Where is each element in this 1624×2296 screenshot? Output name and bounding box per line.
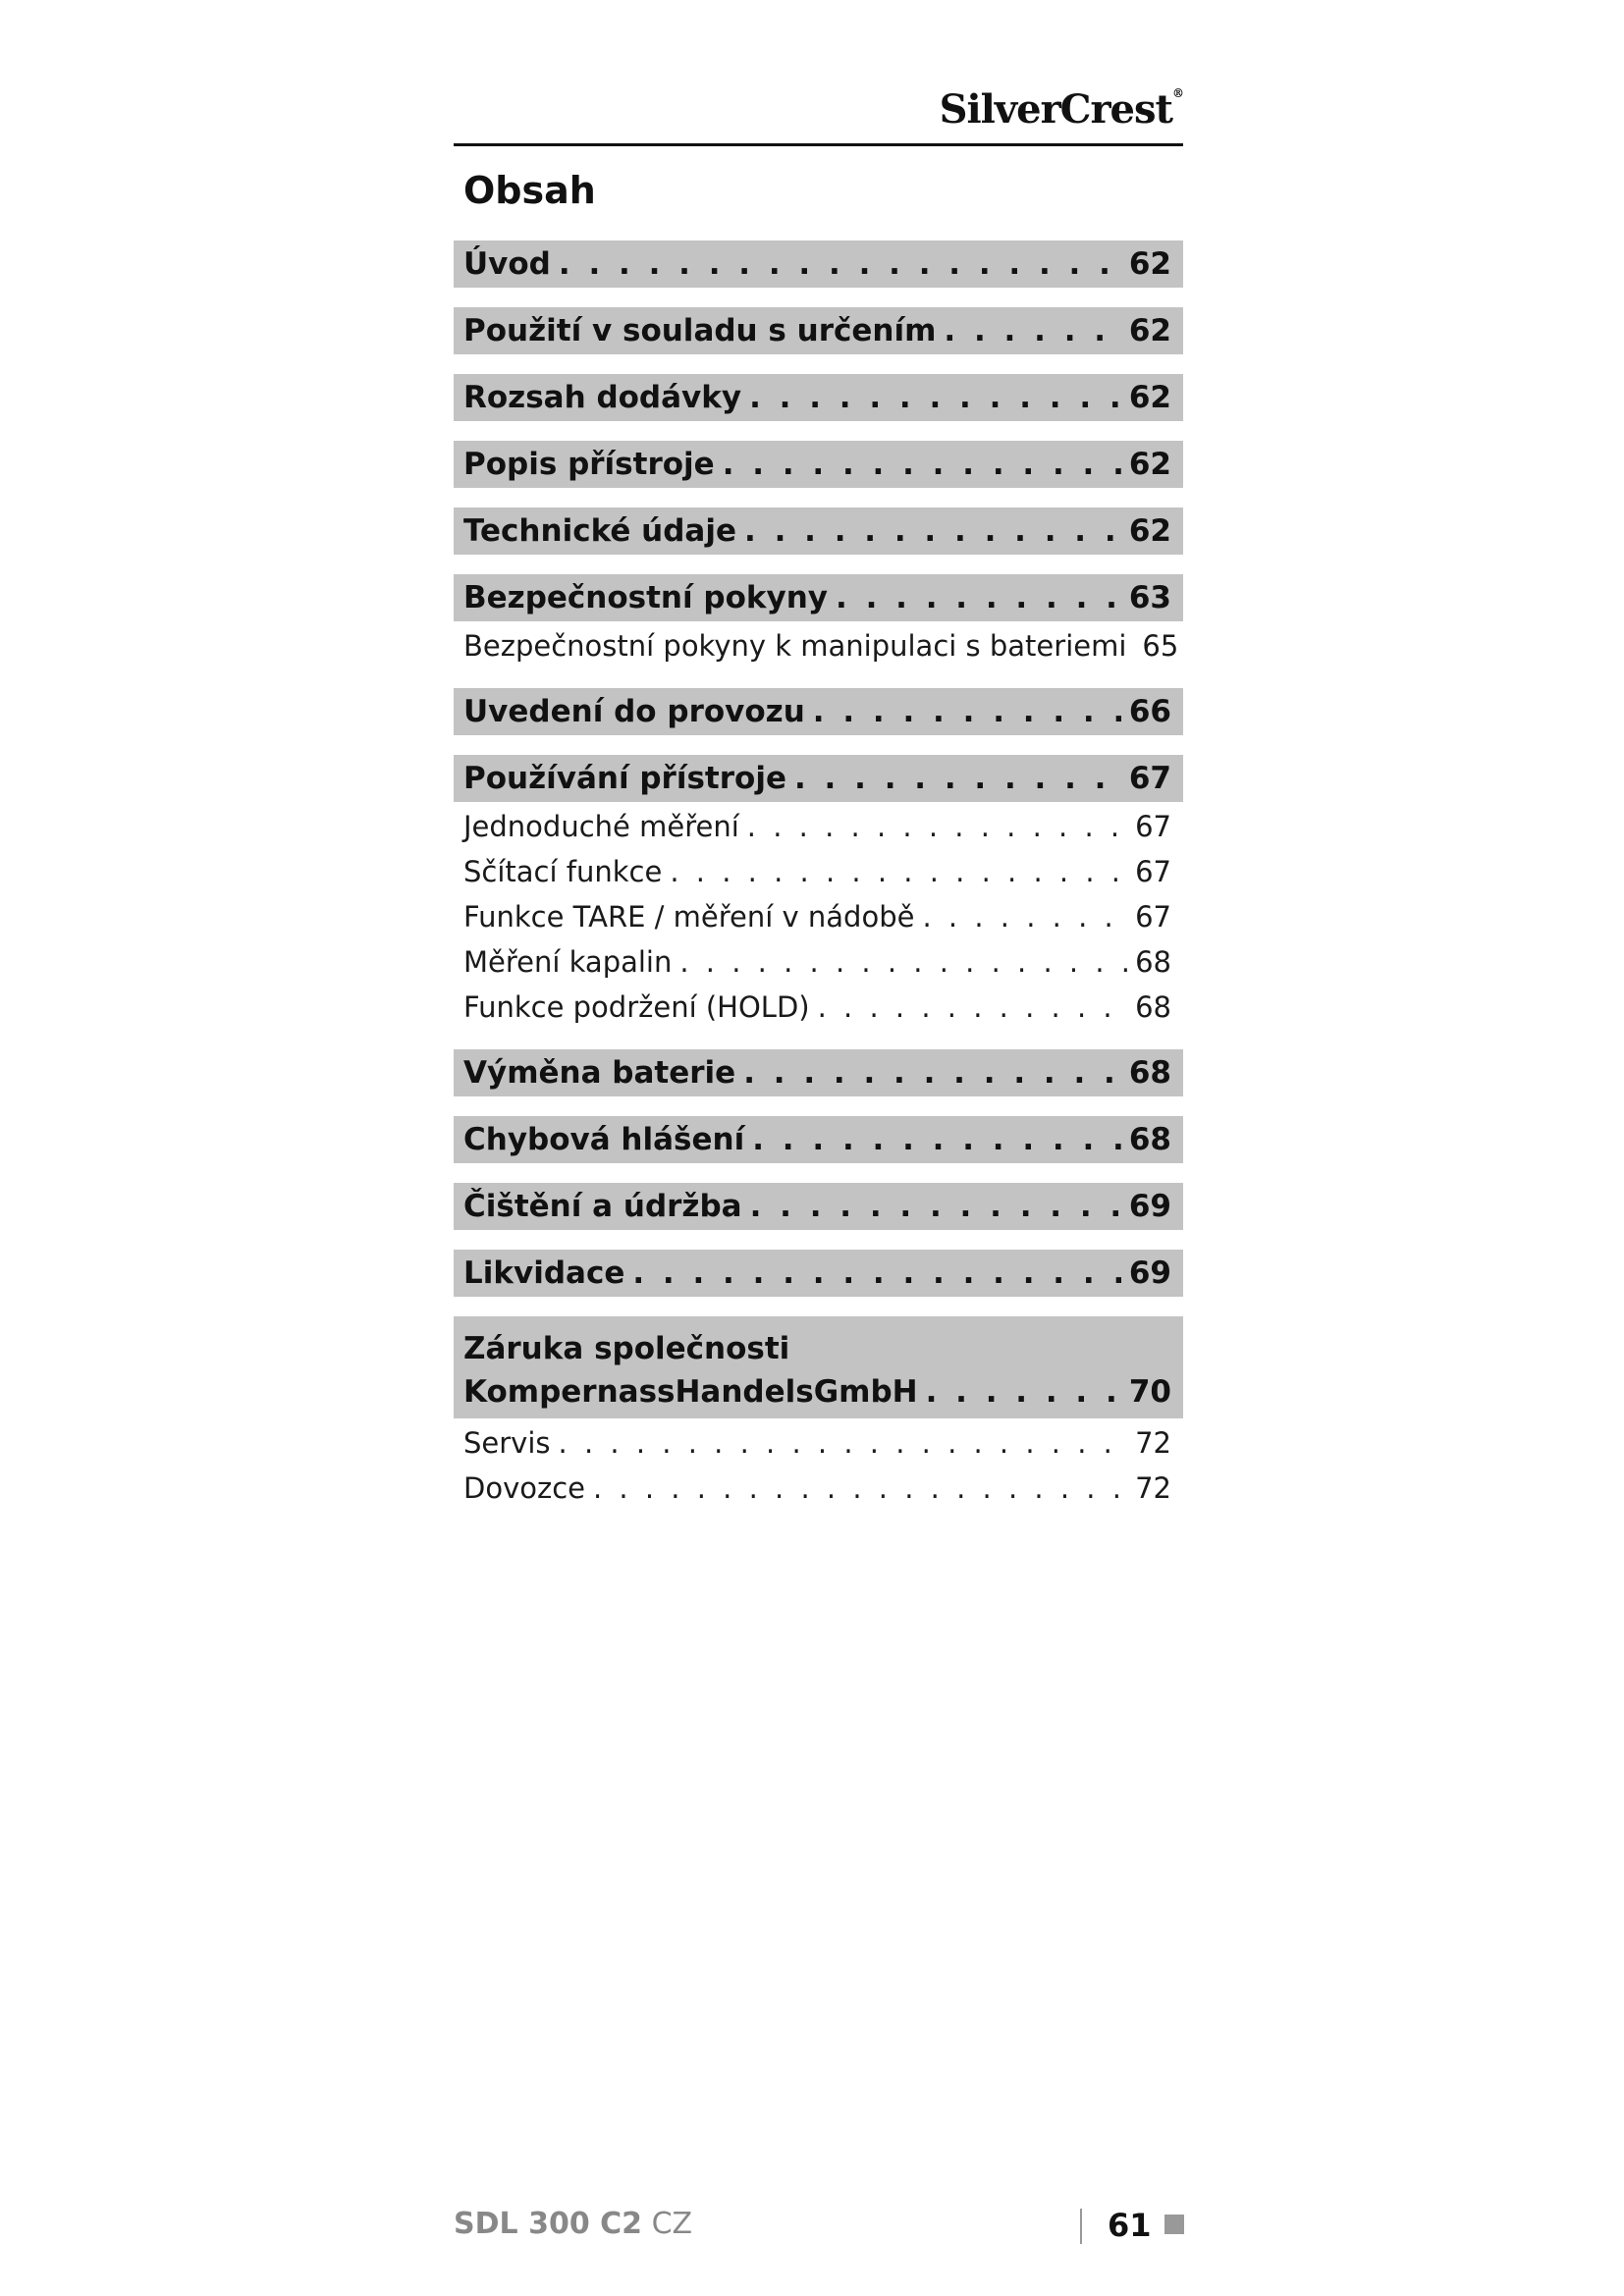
- toc-entry-title: Záruka společnosti: [463, 1331, 790, 1366]
- toc-leader-dots: [679, 945, 1127, 979]
- footer-square-marker: [1164, 2215, 1184, 2234]
- table-of-contents: [454, 240, 1183, 1511]
- toc-main-entry[interactable]: [454, 1049, 1183, 1096]
- toc-main-entry[interactable]: [454, 1116, 1183, 1163]
- toc-entry-page: 68: [1135, 990, 1171, 1024]
- toc-leader-dots: [836, 580, 1121, 615]
- toc-leader-dots: [752, 1122, 1121, 1157]
- registered-mark: ®: [1172, 86, 1183, 100]
- toc-main-entry[interactable]: [454, 374, 1183, 421]
- toc-main-entry[interactable]: [454, 307, 1183, 354]
- toc-sub-entry[interactable]: [454, 804, 1183, 849]
- toc-entry-title: Dovozce: [463, 1471, 585, 1505]
- toc-leader-dots: [632, 1255, 1121, 1291]
- footer-model: [454, 2207, 692, 2241]
- toc-sub-entry[interactable]: [454, 1466, 1183, 1511]
- toc-leader-dots: [749, 380, 1121, 415]
- toc-leader-dots: [926, 1371, 1121, 1413]
- toc-entry-page: 72: [1135, 1471, 1171, 1505]
- toc-entry-title: Bezpečnostní pokyny k manipulaci s bateriemi: [463, 629, 1127, 663]
- toc-main-entry[interactable]: [454, 1316, 1183, 1418]
- toc-entry-page: 62: [1128, 246, 1171, 282]
- brand-name: SilverCrest: [939, 86, 1172, 133]
- toc-leader-dots: [944, 313, 1120, 348]
- toc-entry-line2: [463, 1371, 1171, 1413]
- toc-entry-page: 67: [1135, 810, 1171, 843]
- toc-entry-title: Popis přístroje: [463, 447, 715, 482]
- toc-entry-page: 62: [1128, 380, 1171, 415]
- toc-entry-page: 70: [1128, 1374, 1171, 1410]
- toc-entry-title: Funkce podržení (HOLD): [463, 990, 810, 1024]
- toc-entry-title-cont: KompernassHandelsGmbH: [463, 1374, 918, 1410]
- toc-main-entry[interactable]: [454, 507, 1183, 555]
- toc-entry-title: Čištění a údržba: [463, 1189, 742, 1224]
- toc-leader-dots: [670, 855, 1127, 888]
- model-number: SDL 300 C2: [454, 2207, 643, 2241]
- page-number: 61: [1108, 2207, 1152, 2244]
- toc-main-entry[interactable]: [454, 1183, 1183, 1230]
- toc-entry-title: Rozsah dodávky: [463, 380, 742, 415]
- toc-leader-dots: [818, 990, 1127, 1024]
- toc-leader-dots: [813, 694, 1121, 729]
- brand-logo: [864, 86, 1183, 133]
- toc-main-entry[interactable]: [454, 240, 1183, 288]
- toc-entry-page: 65: [1142, 629, 1179, 663]
- toc-entry-title: Funkce TARE / měření v nádobě: [463, 900, 915, 934]
- header-rule: [454, 143, 1183, 146]
- toc-sub-entry[interactable]: [454, 623, 1183, 668]
- toc-sub-entry[interactable]: [454, 939, 1183, 985]
- toc-entry-page: 63: [1128, 580, 1171, 615]
- toc-leader-dots: [723, 447, 1121, 482]
- toc-entry-page: 67: [1135, 900, 1171, 934]
- toc-leader-dots: [559, 246, 1121, 282]
- toc-entry-page: 67: [1128, 761, 1171, 796]
- toc-entry-page: 68: [1128, 1122, 1171, 1157]
- toc-sub-entry[interactable]: [454, 985, 1183, 1030]
- toc-leader-dots: [922, 900, 1127, 934]
- toc-entry-title: Výměna baterie: [463, 1055, 736, 1091]
- toc-main-entry[interactable]: [454, 688, 1183, 735]
- toc-entry-title: Sčítací funkce: [463, 855, 663, 888]
- toc-sub-entry[interactable]: [454, 1420, 1183, 1466]
- toc-main-entry[interactable]: [454, 574, 1183, 621]
- toc-entry-title: Jednoduché měření: [463, 810, 739, 843]
- toc-entry-page: 69: [1128, 1255, 1171, 1291]
- language-code: CZ: [651, 2207, 693, 2241]
- toc-entry-page: 68: [1135, 945, 1171, 979]
- toc-entry-page: 62: [1128, 513, 1171, 549]
- toc-entry-page: 69: [1128, 1189, 1171, 1224]
- toc-sub-entry[interactable]: [454, 849, 1183, 894]
- toc-entry-title: Bezpečnostní pokyny: [463, 580, 829, 615]
- toc-sub-entry[interactable]: [454, 894, 1183, 939]
- toc-entry-page: 67: [1135, 855, 1171, 888]
- toc-leader-dots: [794, 761, 1121, 796]
- toc-entry-title: Použití v souladu s určením: [463, 313, 937, 348]
- toc-entry-title: Používání přístroje: [463, 761, 786, 796]
- toc-entry-page: 62: [1128, 447, 1171, 482]
- toc-entry-page: 62: [1128, 313, 1171, 348]
- toc-main-entry[interactable]: [454, 441, 1183, 488]
- toc-leader-dots: [744, 513, 1121, 549]
- toc-entry-title: Měření kapalin: [463, 945, 673, 979]
- toc-leader-dots: [747, 810, 1127, 843]
- toc-leader-dots: [593, 1471, 1127, 1505]
- toc-entry-title: Uvedení do provozu: [463, 694, 805, 729]
- toc-entry-title: Servis: [463, 1426, 551, 1460]
- toc-entry-title: Chybová hlášení: [463, 1122, 745, 1157]
- footer-separator: [1080, 2209, 1082, 2244]
- toc-entry-page: 68: [1128, 1055, 1171, 1091]
- toc-entry-page: 72: [1135, 1426, 1171, 1460]
- toc-entry-title: Likvidace: [463, 1255, 625, 1291]
- toc-leader-dots: [750, 1189, 1121, 1224]
- toc-main-entry[interactable]: [454, 1250, 1183, 1297]
- toc-entry-page: 66: [1128, 694, 1171, 729]
- toc-main-entry[interactable]: [454, 755, 1183, 802]
- toc-entry-title: Úvod: [463, 246, 551, 282]
- toc-leader-dots: [743, 1055, 1121, 1091]
- page-title: Obsah: [463, 169, 596, 212]
- toc-leader-dots: [559, 1426, 1128, 1460]
- toc-entry-title: Technické údaje: [463, 513, 737, 549]
